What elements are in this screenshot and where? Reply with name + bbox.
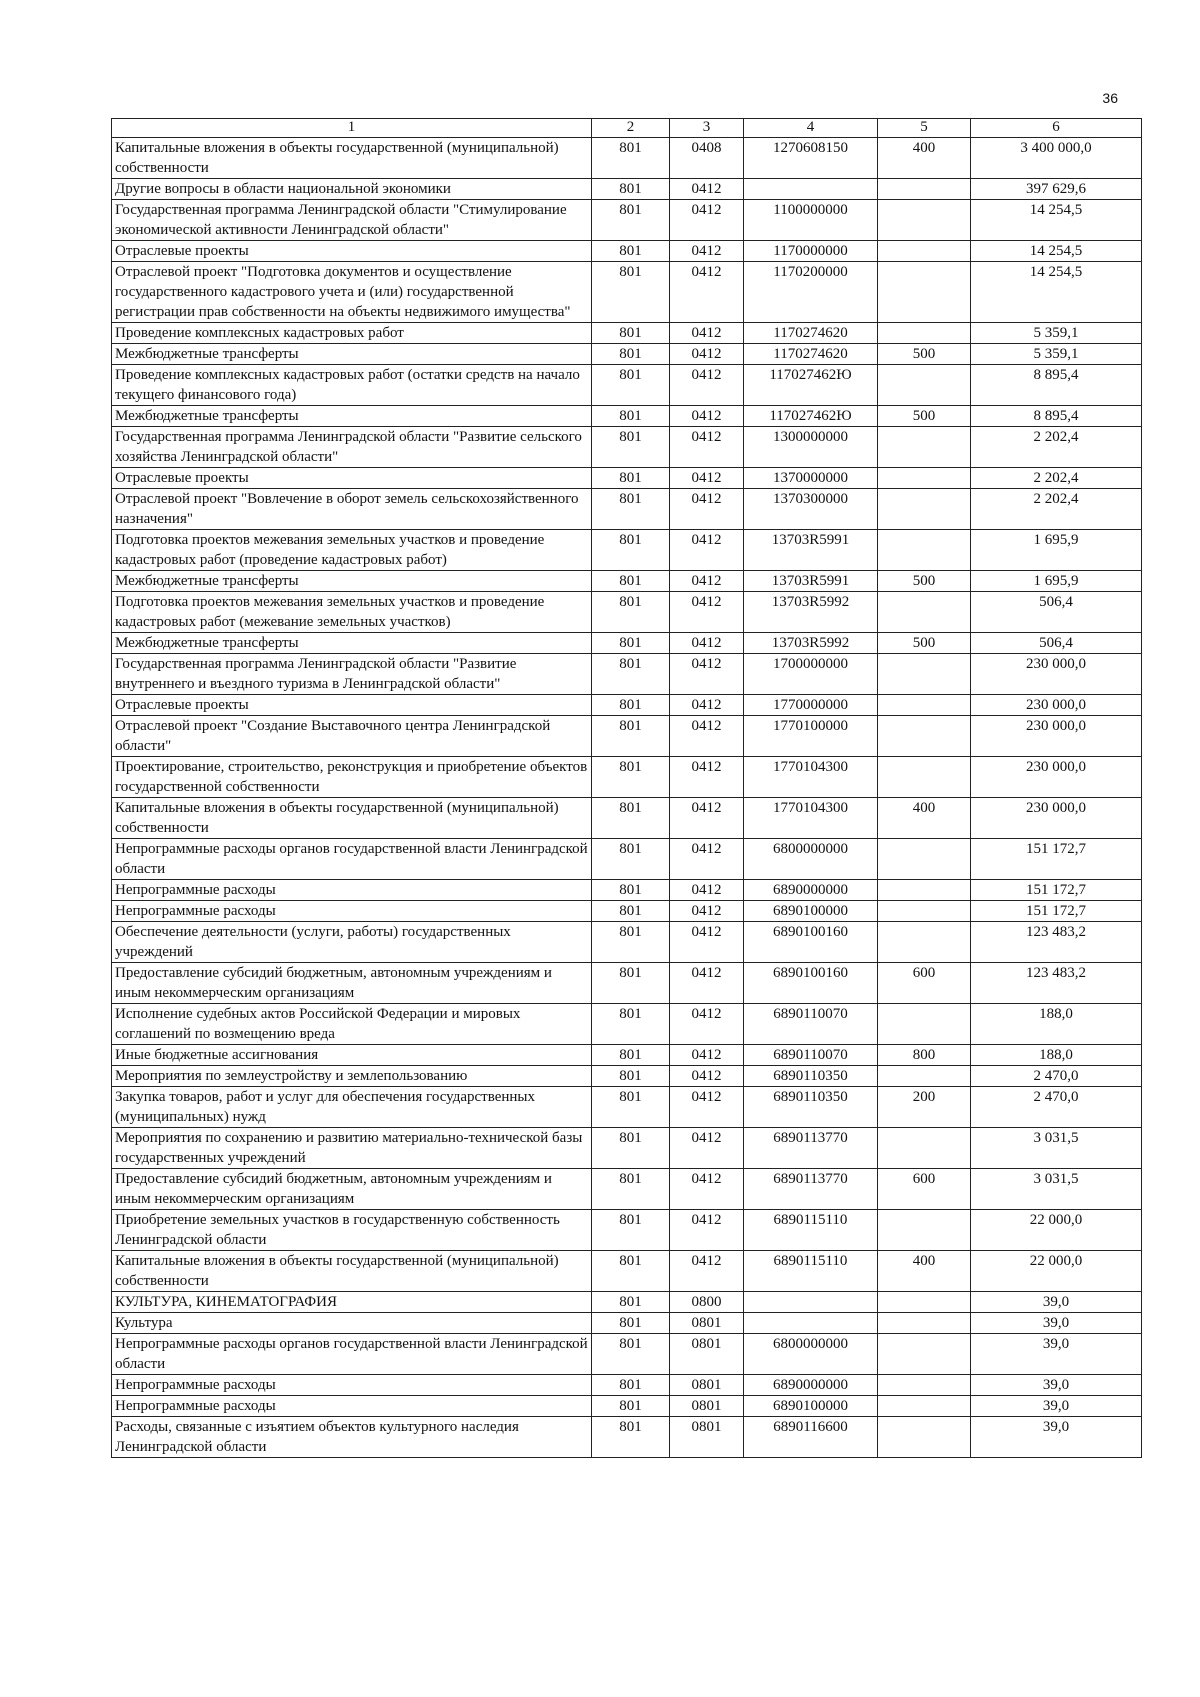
row-amount-cell: 22 000,0 xyxy=(971,1210,1142,1251)
row-name-cell: Межбюджетные трансферты xyxy=(112,406,592,427)
row-expense-type-cell: 400 xyxy=(878,1251,971,1292)
row-target-code-cell: 6800000000 xyxy=(744,1334,878,1375)
row-amount-cell: 39,0 xyxy=(971,1375,1142,1396)
row-amount-cell: 230 000,0 xyxy=(971,654,1142,695)
table-row xyxy=(112,1313,1142,1334)
row-section-cell: 0412 xyxy=(670,901,744,922)
table-row xyxy=(112,839,1142,880)
table-row xyxy=(112,901,1142,922)
row-name-cell: Капитальные вложения в объекты государственной (муниципальной) собственности xyxy=(112,138,592,179)
row-section-cell: 0412 xyxy=(670,798,744,839)
row-amount-cell: 39,0 xyxy=(971,1292,1142,1313)
row-gr-code-cell: 801 xyxy=(592,592,670,633)
row-amount-cell: 3 031,5 xyxy=(971,1169,1142,1210)
table-row xyxy=(112,1292,1142,1313)
row-target-code-cell: 117027462Ю xyxy=(744,406,878,427)
row-target-code-cell: 6890100160 xyxy=(744,922,878,963)
table-row xyxy=(112,138,1142,179)
table-row xyxy=(112,654,1142,695)
row-name-cell: Мероприятия по землеустройству и землепользованию xyxy=(112,1066,592,1087)
row-expense-type-cell: 400 xyxy=(878,138,971,179)
row-target-code-cell: 1270608150 xyxy=(744,138,878,179)
row-name-cell: Предоставление субсидий бюджетным, автономным учреждениям и иным некоммерческим организациям xyxy=(112,963,592,1004)
table-row xyxy=(112,592,1142,633)
row-amount-cell: 230 000,0 xyxy=(971,757,1142,798)
row-section-cell: 0412 xyxy=(670,323,744,344)
row-gr-code-cell: 801 xyxy=(592,695,670,716)
row-section-cell: 0412 xyxy=(670,406,744,427)
row-section-cell: 0412 xyxy=(670,839,744,880)
row-gr-code-cell: 801 xyxy=(592,427,670,468)
row-target-code-cell: 1770104300 xyxy=(744,757,878,798)
row-gr-code-cell: 801 xyxy=(592,798,670,839)
row-name-cell: Отраслевой проект "Подготовка документов и осуществление государственного кадастрового учета и (или) государственной регистрации прав собственности на объекты недвижимого имущества" xyxy=(112,262,592,323)
row-gr-code-cell: 801 xyxy=(592,365,670,406)
row-section-cell: 0412 xyxy=(670,654,744,695)
row-target-code-cell: 1770100000 xyxy=(744,716,878,757)
row-gr-code-cell: 801 xyxy=(592,262,670,323)
row-gr-code-cell: 801 xyxy=(592,1251,670,1292)
row-name-cell: Подготовка проектов межевания земельных участков и проведение кадастровых работ (проведение кадастровых работ) xyxy=(112,530,592,571)
row-name-cell: Проектирование, строительство, реконструкция и приобретение объектов государственной собственности xyxy=(112,757,592,798)
row-section-cell: 0412 xyxy=(670,757,744,798)
table-row xyxy=(112,200,1142,241)
row-gr-code-cell: 801 xyxy=(592,922,670,963)
row-target-code-cell: 6890110070 xyxy=(744,1045,878,1066)
row-name-cell: Непрограммные расходы органов государственной власти Ленинградской области xyxy=(112,839,592,880)
row-name-cell: Капитальные вложения в объекты государственной (муниципальной) собственности xyxy=(112,1251,592,1292)
row-gr-code-cell: 801 xyxy=(592,489,670,530)
row-amount-cell: 1 695,9 xyxy=(971,571,1142,592)
row-section-cell: 0801 xyxy=(670,1417,744,1458)
row-gr-code-cell: 801 xyxy=(592,757,670,798)
table-row xyxy=(112,633,1142,654)
row-amount-cell: 230 000,0 xyxy=(971,798,1142,839)
row-amount-cell: 506,4 xyxy=(971,592,1142,633)
row-name-cell: Капитальные вложения в объекты государственной (муниципальной) собственности xyxy=(112,798,592,839)
column-header: 6 xyxy=(971,119,1142,138)
row-section-cell: 0412 xyxy=(670,468,744,489)
row-gr-code-cell: 801 xyxy=(592,200,670,241)
row-gr-code-cell: 801 xyxy=(592,901,670,922)
row-target-code-cell: 6890110350 xyxy=(744,1087,878,1128)
table-row xyxy=(112,1169,1142,1210)
row-amount-cell: 123 483,2 xyxy=(971,963,1142,1004)
row-target-code-cell: 1170200000 xyxy=(744,262,878,323)
row-target-code-cell: 1770104300 xyxy=(744,798,878,839)
row-name-cell: Отраслевые проекты xyxy=(112,468,592,489)
row-gr-code-cell: 801 xyxy=(592,1045,670,1066)
table-row xyxy=(112,468,1142,489)
table-row xyxy=(112,757,1142,798)
row-name-cell: Приобретение земельных участков в государственную собственность Ленинградской области xyxy=(112,1210,592,1251)
table-row xyxy=(112,179,1142,200)
row-amount-cell: 1 695,9 xyxy=(971,530,1142,571)
row-gr-code-cell: 801 xyxy=(592,530,670,571)
row-amount-cell: 188,0 xyxy=(971,1004,1142,1045)
row-target-code-cell: 6890115110 xyxy=(744,1251,878,1292)
row-section-cell: 0412 xyxy=(670,241,744,262)
row-name-cell: Другие вопросы в области национальной экономики xyxy=(112,179,592,200)
row-name-cell: Межбюджетные трансферты xyxy=(112,571,592,592)
row-name-cell: Непрограммные расходы xyxy=(112,1396,592,1417)
table-row xyxy=(112,963,1142,1004)
row-expense-type-cell: 500 xyxy=(878,633,971,654)
row-gr-code-cell: 801 xyxy=(592,241,670,262)
row-gr-code-cell: 801 xyxy=(592,1417,670,1458)
row-amount-cell: 39,0 xyxy=(971,1417,1142,1458)
row-target-code-cell: 13703R5992 xyxy=(744,633,878,654)
row-target-code-cell: 1770000000 xyxy=(744,695,878,716)
row-expense-type-cell xyxy=(878,922,971,963)
row-section-cell: 0412 xyxy=(670,179,744,200)
row-gr-code-cell: 801 xyxy=(592,138,670,179)
row-gr-code-cell: 801 xyxy=(592,1087,670,1128)
row-section-cell: 0412 xyxy=(670,262,744,323)
row-amount-cell: 397 629,6 xyxy=(971,179,1142,200)
row-expense-type-cell xyxy=(878,592,971,633)
row-expense-type-cell: 600 xyxy=(878,1169,971,1210)
table-row xyxy=(112,571,1142,592)
row-target-code-cell: 1300000000 xyxy=(744,427,878,468)
row-expense-type-cell xyxy=(878,365,971,406)
row-target-code-cell: 13703R5992 xyxy=(744,592,878,633)
row-gr-code-cell: 801 xyxy=(592,963,670,1004)
row-section-cell: 0408 xyxy=(670,138,744,179)
row-section-cell: 0412 xyxy=(670,344,744,365)
row-name-cell: Непрограммные расходы xyxy=(112,880,592,901)
row-section-cell: 0412 xyxy=(670,1128,744,1169)
row-target-code-cell: 6890113770 xyxy=(744,1128,878,1169)
row-target-code-cell: 6890116600 xyxy=(744,1417,878,1458)
table-row xyxy=(112,922,1142,963)
table-row xyxy=(112,1334,1142,1375)
table-row xyxy=(112,880,1142,901)
row-name-cell: Межбюджетные трансферты xyxy=(112,344,592,365)
row-section-cell: 0412 xyxy=(670,1251,744,1292)
column-header: 3 xyxy=(670,119,744,138)
row-expense-type-cell: 500 xyxy=(878,571,971,592)
row-section-cell: 0412 xyxy=(670,1004,744,1045)
row-gr-code-cell: 801 xyxy=(592,179,670,200)
row-expense-type-cell xyxy=(878,468,971,489)
row-gr-code-cell: 801 xyxy=(592,571,670,592)
row-expense-type-cell xyxy=(878,1128,971,1169)
row-expense-type-cell xyxy=(878,1004,971,1045)
table-row xyxy=(112,1251,1142,1292)
row-gr-code-cell: 801 xyxy=(592,1334,670,1375)
row-gr-code-cell: 801 xyxy=(592,1128,670,1169)
row-target-code-cell: 6890115110 xyxy=(744,1210,878,1251)
row-gr-code-cell: 801 xyxy=(592,633,670,654)
row-target-code-cell: 1100000000 xyxy=(744,200,878,241)
row-expense-type-cell xyxy=(878,530,971,571)
table-row xyxy=(112,262,1142,323)
column-header: 5 xyxy=(878,119,971,138)
row-gr-code-cell: 801 xyxy=(592,468,670,489)
row-expense-type-cell: 800 xyxy=(878,1045,971,1066)
row-name-cell: Иные бюджетные ассигнования xyxy=(112,1045,592,1066)
row-amount-cell: 39,0 xyxy=(971,1396,1142,1417)
row-target-code-cell: 1370300000 xyxy=(744,489,878,530)
row-expense-type-cell xyxy=(878,654,971,695)
row-expense-type-cell: 500 xyxy=(878,406,971,427)
row-name-cell: Проведение комплексных кадастровых работ xyxy=(112,323,592,344)
table-row xyxy=(112,1045,1142,1066)
row-expense-type-cell xyxy=(878,200,971,241)
row-gr-code-cell: 801 xyxy=(592,1375,670,1396)
row-amount-cell: 22 000,0 xyxy=(971,1251,1142,1292)
row-expense-type-cell xyxy=(878,839,971,880)
table-row xyxy=(112,365,1142,406)
row-amount-cell: 506,4 xyxy=(971,633,1142,654)
row-amount-cell: 5 359,1 xyxy=(971,344,1142,365)
table-row xyxy=(112,427,1142,468)
column-header: 1 xyxy=(112,119,592,138)
row-amount-cell: 3 400 000,0 xyxy=(971,138,1142,179)
row-target-code-cell: 6890113770 xyxy=(744,1169,878,1210)
row-gr-code-cell: 801 xyxy=(592,344,670,365)
row-expense-type-cell xyxy=(878,1375,971,1396)
row-name-cell: Мероприятия по сохранению и развитию материально-технической базы государственных учреждений xyxy=(112,1128,592,1169)
row-expense-type-cell: 200 xyxy=(878,1087,971,1128)
row-section-cell: 0412 xyxy=(670,427,744,468)
header-row xyxy=(112,119,1142,138)
row-amount-cell: 8 895,4 xyxy=(971,406,1142,427)
row-amount-cell: 151 172,7 xyxy=(971,880,1142,901)
row-target-code-cell: 6800000000 xyxy=(744,839,878,880)
row-amount-cell: 188,0 xyxy=(971,1045,1142,1066)
row-section-cell: 0412 xyxy=(670,489,744,530)
row-target-code-cell xyxy=(744,179,878,200)
row-name-cell: Обеспечение деятельности (услуги, работы) государственных учреждений xyxy=(112,922,592,963)
row-section-cell: 0801 xyxy=(670,1375,744,1396)
row-amount-cell: 8 895,4 xyxy=(971,365,1142,406)
row-target-code-cell: 13703R5991 xyxy=(744,571,878,592)
row-expense-type-cell xyxy=(878,427,971,468)
row-name-cell: Предоставление субсидий бюджетным, автономным учреждениям и иным некоммерческим организациям xyxy=(112,1169,592,1210)
row-gr-code-cell: 801 xyxy=(592,716,670,757)
table-row xyxy=(112,1396,1142,1417)
row-name-cell: Межбюджетные трансферты xyxy=(112,633,592,654)
row-expense-type-cell xyxy=(878,1210,971,1251)
row-section-cell: 0800 xyxy=(670,1292,744,1313)
row-target-code-cell xyxy=(744,1292,878,1313)
row-gr-code-cell: 801 xyxy=(592,1292,670,1313)
row-target-code-cell: 1170000000 xyxy=(744,241,878,262)
row-expense-type-cell xyxy=(878,757,971,798)
row-amount-cell: 151 172,7 xyxy=(971,839,1142,880)
row-expense-type-cell xyxy=(878,716,971,757)
row-section-cell: 0412 xyxy=(670,1045,744,1066)
row-section-cell: 0412 xyxy=(670,530,744,571)
row-name-cell: Непрограммные расходы xyxy=(112,1375,592,1396)
row-amount-cell: 123 483,2 xyxy=(971,922,1142,963)
row-section-cell: 0412 xyxy=(670,200,744,241)
row-name-cell: Проведение комплексных кадастровых работ (остатки средств на начало текущего финансового года) xyxy=(112,365,592,406)
page-number: 36 xyxy=(1102,90,1118,106)
row-name-cell: Государственная программа Ленинградской области "Развитие внутреннего и въездного туризма в Ленинградской области" xyxy=(112,654,592,695)
row-expense-type-cell xyxy=(878,241,971,262)
row-section-cell: 0412 xyxy=(670,1169,744,1210)
row-gr-code-cell: 801 xyxy=(592,1066,670,1087)
row-name-cell: Культура xyxy=(112,1313,592,1334)
row-amount-cell: 230 000,0 xyxy=(971,716,1142,757)
row-amount-cell: 5 359,1 xyxy=(971,323,1142,344)
row-name-cell: Отраслевые проекты xyxy=(112,695,592,716)
row-target-code-cell: 6890100000 xyxy=(744,901,878,922)
row-target-code-cell xyxy=(744,1313,878,1334)
table-row xyxy=(112,1004,1142,1045)
table-row xyxy=(112,344,1142,365)
row-gr-code-cell: 801 xyxy=(592,1169,670,1210)
row-target-code-cell: 117027462Ю xyxy=(744,365,878,406)
row-target-code-cell: 6890100000 xyxy=(744,1396,878,1417)
row-name-cell: Государственная программа Ленинградской области "Стимулирование экономической активности Ленинградской области" xyxy=(112,200,592,241)
row-amount-cell: 230 000,0 xyxy=(971,695,1142,716)
row-section-cell: 0412 xyxy=(670,592,744,633)
row-gr-code-cell: 801 xyxy=(592,880,670,901)
row-expense-type-cell xyxy=(878,262,971,323)
row-section-cell: 0412 xyxy=(670,716,744,757)
table-row xyxy=(112,323,1142,344)
row-section-cell: 0801 xyxy=(670,1334,744,1375)
row-expense-type-cell xyxy=(878,901,971,922)
row-name-cell: Непрограммные расходы xyxy=(112,901,592,922)
table-row xyxy=(112,1375,1142,1396)
budget-table xyxy=(111,118,1142,1458)
table-row xyxy=(112,406,1142,427)
row-section-cell: 0412 xyxy=(670,1210,744,1251)
row-expense-type-cell xyxy=(878,1396,971,1417)
row-section-cell: 0412 xyxy=(670,571,744,592)
row-expense-type-cell xyxy=(878,489,971,530)
row-amount-cell: 2 470,0 xyxy=(971,1066,1142,1087)
row-expense-type-cell xyxy=(878,1313,971,1334)
row-amount-cell: 2 470,0 xyxy=(971,1087,1142,1128)
row-section-cell: 0412 xyxy=(670,1087,744,1128)
row-section-cell: 0801 xyxy=(670,1396,744,1417)
row-target-code-cell: 6890110350 xyxy=(744,1066,878,1087)
row-target-code-cell: 1170274620 xyxy=(744,323,878,344)
table-row xyxy=(112,1066,1142,1087)
table-row xyxy=(112,695,1142,716)
row-amount-cell: 151 172,7 xyxy=(971,901,1142,922)
table-row xyxy=(112,798,1142,839)
row-expense-type-cell xyxy=(878,1417,971,1458)
row-gr-code-cell: 801 xyxy=(592,323,670,344)
table-row xyxy=(112,716,1142,757)
row-gr-code-cell: 801 xyxy=(592,1313,670,1334)
column-header: 4 xyxy=(744,119,878,138)
table-row xyxy=(112,489,1142,530)
row-section-cell: 0412 xyxy=(670,880,744,901)
row-target-code-cell: 6890000000 xyxy=(744,880,878,901)
row-section-cell: 0412 xyxy=(670,695,744,716)
row-amount-cell: 39,0 xyxy=(971,1334,1142,1375)
row-target-code-cell: 1170274620 xyxy=(744,344,878,365)
row-section-cell: 0412 xyxy=(670,922,744,963)
column-header: 2 xyxy=(592,119,670,138)
row-gr-code-cell: 801 xyxy=(592,654,670,695)
row-name-cell: Государственная программа Ленинградской области "Развитие сельского хозяйства Ленинградской области" xyxy=(112,427,592,468)
row-amount-cell: 14 254,5 xyxy=(971,262,1142,323)
row-expense-type-cell: 600 xyxy=(878,963,971,1004)
row-name-cell: Исполнение судебных актов Российской Федерации и мировых соглашений по возмещению вреда xyxy=(112,1004,592,1045)
row-gr-code-cell: 801 xyxy=(592,1210,670,1251)
row-target-code-cell: 6890110070 xyxy=(744,1004,878,1045)
row-name-cell: КУЛЬТУРА, КИНЕМАТОГРАФИЯ xyxy=(112,1292,592,1313)
row-target-code-cell: 6890000000 xyxy=(744,1375,878,1396)
table-row xyxy=(112,1128,1142,1169)
row-name-cell: Отраслевые проекты xyxy=(112,241,592,262)
table-row xyxy=(112,530,1142,571)
row-gr-code-cell: 801 xyxy=(592,1004,670,1045)
row-expense-type-cell xyxy=(878,1334,971,1375)
row-section-cell: 0412 xyxy=(670,1066,744,1087)
row-gr-code-cell: 801 xyxy=(592,406,670,427)
row-target-code-cell: 13703R5991 xyxy=(744,530,878,571)
row-gr-code-cell: 801 xyxy=(592,839,670,880)
row-section-cell: 0412 xyxy=(670,365,744,406)
row-target-code-cell: 1370000000 xyxy=(744,468,878,489)
row-amount-cell: 14 254,5 xyxy=(971,241,1142,262)
table-row xyxy=(112,1210,1142,1251)
row-name-cell: Закупка товаров, работ и услуг для обеспечения государственных (муниципальных) нужд xyxy=(112,1087,592,1128)
row-expense-type-cell xyxy=(878,1066,971,1087)
row-expense-type-cell xyxy=(878,323,971,344)
row-amount-cell: 2 202,4 xyxy=(971,468,1142,489)
row-expense-type-cell: 400 xyxy=(878,798,971,839)
row-name-cell: Непрограммные расходы органов государственной власти Ленинградской области xyxy=(112,1334,592,1375)
row-name-cell: Расходы, связанные с изъятием объектов культурного наследия Ленинградской области xyxy=(112,1417,592,1458)
row-gr-code-cell: 801 xyxy=(592,1396,670,1417)
row-target-code-cell: 6890100160 xyxy=(744,963,878,1004)
table-row xyxy=(112,241,1142,262)
row-amount-cell: 2 202,4 xyxy=(971,489,1142,530)
row-expense-type-cell xyxy=(878,880,971,901)
row-amount-cell: 39,0 xyxy=(971,1313,1142,1334)
row-amount-cell: 2 202,4 xyxy=(971,427,1142,468)
row-expense-type-cell xyxy=(878,1292,971,1313)
row-section-cell: 0801 xyxy=(670,1313,744,1334)
row-name-cell: Отраслевой проект "Создание Выставочного центра Ленинградской области" xyxy=(112,716,592,757)
row-section-cell: 0412 xyxy=(670,963,744,1004)
row-section-cell: 0412 xyxy=(670,633,744,654)
row-name-cell: Подготовка проектов межевания земельных участков и проведение кадастровых работ (межевание земельных участков) xyxy=(112,592,592,633)
row-target-code-cell: 1700000000 xyxy=(744,654,878,695)
table-row xyxy=(112,1417,1142,1458)
row-name-cell: Отраслевой проект "Вовлечение в оборот земель сельскохозяйственного назначения" xyxy=(112,489,592,530)
row-expense-type-cell: 500 xyxy=(878,344,971,365)
table-row xyxy=(112,1087,1142,1128)
row-expense-type-cell xyxy=(878,179,971,200)
row-amount-cell: 14 254,5 xyxy=(971,200,1142,241)
row-expense-type-cell xyxy=(878,695,971,716)
row-amount-cell: 3 031,5 xyxy=(971,1128,1142,1169)
